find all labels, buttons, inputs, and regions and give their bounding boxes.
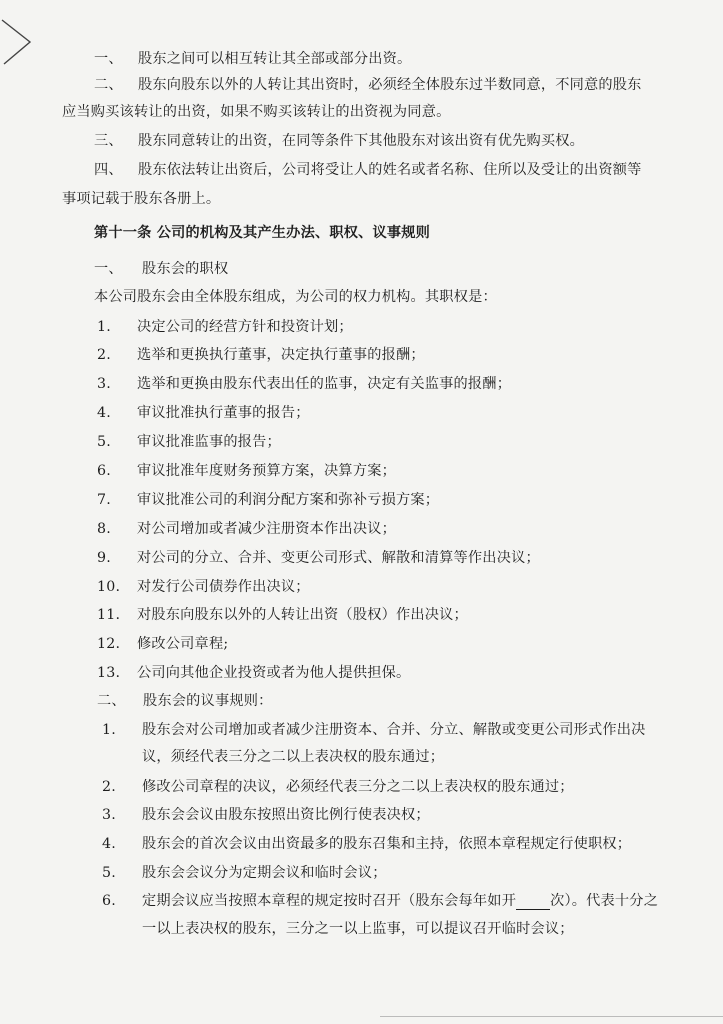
item-text: 审议批准监事的报告；: [137, 434, 281, 450]
power-item-9: [97, 549, 540, 567]
section-title: 股东会的职权: [142, 261, 229, 277]
section-2-heading: [97, 692, 273, 710]
item-text: 对股东向股东以外的人转让出资（股权）作出决议；: [137, 607, 468, 623]
item-number: 11.: [97, 607, 121, 623]
item-text: 定期会议应当按照本章程的规定按时召开（股东会每年如开: [142, 893, 517, 909]
transfer-item-4: [94, 161, 642, 179]
rule-item-4: [102, 835, 631, 853]
item-text-after-blank: 次）。代表十分之: [550, 893, 659, 909]
item-number: 8.: [97, 521, 111, 537]
power-item-11: [97, 606, 468, 624]
item-text: 修改公司章程的决议，必须经代表三分之二以上表决权的股东通过；: [142, 779, 574, 795]
item-text: 对发行公司债券作出决议；: [137, 579, 310, 595]
item-text: 股东同意转让的出资，在同等条件下其他股东对该出资有优先购买权。: [138, 133, 585, 149]
item-text: 股东之间可以相互转让其全部或部分出资。: [138, 51, 412, 67]
rule-item-1: [102, 721, 646, 739]
item-number: 2.: [102, 779, 116, 795]
power-item-4: [97, 404, 310, 422]
section-number: 一、: [94, 261, 123, 277]
item-number: 7.: [97, 492, 111, 508]
power-item-10: [97, 578, 310, 596]
transfer-item-2-continued: 应当购买该转让的出资，如果不购买该转让的出资视为同意。: [62, 104, 451, 120]
rule-item-3: [102, 806, 430, 824]
article-heading: 第十一条 公司的机构及其产生办法、职权、议事规则: [94, 225, 431, 241]
item-number: 12.: [97, 636, 121, 652]
item-text: 股东会的首次会议由出资最多的股东召集和主持，依照本章程规定行使职权；: [142, 836, 632, 852]
power-item-12: [97, 635, 228, 653]
power-item-7: [97, 491, 439, 509]
item-number: 4.: [97, 405, 111, 421]
rule-item-5: [102, 864, 387, 882]
section-title: 股东会的议事规则：: [143, 693, 273, 709]
item-text: 股东依法转让出资后，公司将受让人的姓名或者名称、住所以及受让的出资额等: [138, 162, 642, 178]
item-text: 公司向其他企业投资或者为他人提供担保。: [137, 665, 411, 681]
rule-item-2: [102, 778, 574, 796]
item-number: 5.: [102, 865, 116, 881]
item-number: 9.: [97, 550, 111, 566]
item-number: 3.: [97, 376, 111, 392]
rule-item-6: [102, 892, 658, 910]
item-text: 对公司的分立、合并、变更公司形式、解散和清算等作出决议；: [137, 550, 540, 566]
rule-item-6-continued: 一以上表决权的股东，三分之一以上监事，可以提议召开临时会议；: [142, 921, 574, 937]
section-1-heading: [94, 260, 228, 278]
item-text: 股东会对公司增加或者减少注册资本、合并、分立、解散或变更公司形式作出决: [142, 722, 646, 738]
transfer-item-3: [94, 132, 584, 150]
item-text: 股东会会议分为定期会议和临时会议；: [142, 865, 387, 881]
item-text: 股东会会议由股东按照出资比例行使表决权；: [142, 807, 430, 823]
transfer-item-1: [94, 50, 411, 68]
item-text: 选举和更换执行董事，决定执行董事的报酬；: [137, 347, 425, 363]
item-number: 4.: [102, 836, 116, 852]
item-number: 6.: [102, 893, 116, 909]
transfer-item-4-continued: 事项记载于股东各册上。: [62, 191, 221, 207]
transfer-item-2: [94, 76, 642, 94]
power-item-5: [97, 433, 281, 451]
item-text: 决定公司的经营方针和投资计划；: [137, 319, 353, 335]
item-number: 三、: [94, 133, 123, 149]
item-number: 3.: [102, 807, 116, 823]
item-number: 10.: [97, 579, 121, 595]
item-number: 四、: [94, 162, 123, 178]
power-item-6: [97, 462, 396, 480]
fill-in-blank: [516, 895, 550, 910]
rule-item-1-continued: 议，须经代表三分之二以上表决权的股东通过；: [142, 749, 445, 765]
item-number: 2.: [97, 347, 111, 363]
section-number: 二、: [97, 693, 126, 709]
item-number: 1.: [102, 722, 116, 738]
power-item-8: [97, 520, 396, 538]
page-edge-line: [380, 1016, 723, 1017]
section-1-intro: 本公司股东会由全体股东组成，为公司的权力机构。其职权是：: [94, 289, 497, 305]
item-text: 修改公司章程;: [137, 636, 229, 652]
item-number: 13.: [97, 665, 121, 681]
item-text: 审议批准公司的利润分配方案和弥补亏损方案；: [137, 492, 440, 508]
item-number: 二、: [94, 77, 123, 93]
item-text: 审议批准年度财务预算方案，决算方案；: [137, 463, 396, 479]
item-text: 股东向股东以外的人转让其出资时，必须经全体股东过半数同意，不同意的股东: [138, 77, 642, 93]
item-number: 一、: [94, 51, 123, 67]
item-number: 5.: [97, 434, 111, 450]
power-item-1: [97, 318, 353, 336]
corner-mark: [0, 18, 34, 68]
power-item-3: [97, 375, 511, 393]
item-text: 对公司增加或者减少注册资本作出决议；: [137, 521, 396, 537]
item-text: 审议批准执行董事的报告；: [137, 405, 310, 421]
item-number: 1.: [97, 319, 111, 335]
item-number: 6.: [97, 463, 111, 479]
item-text: 选举和更换由股东代表出任的监事，决定有关监事的报酬；: [137, 376, 512, 392]
power-item-13: [97, 664, 410, 682]
power-item-2: [97, 346, 425, 364]
